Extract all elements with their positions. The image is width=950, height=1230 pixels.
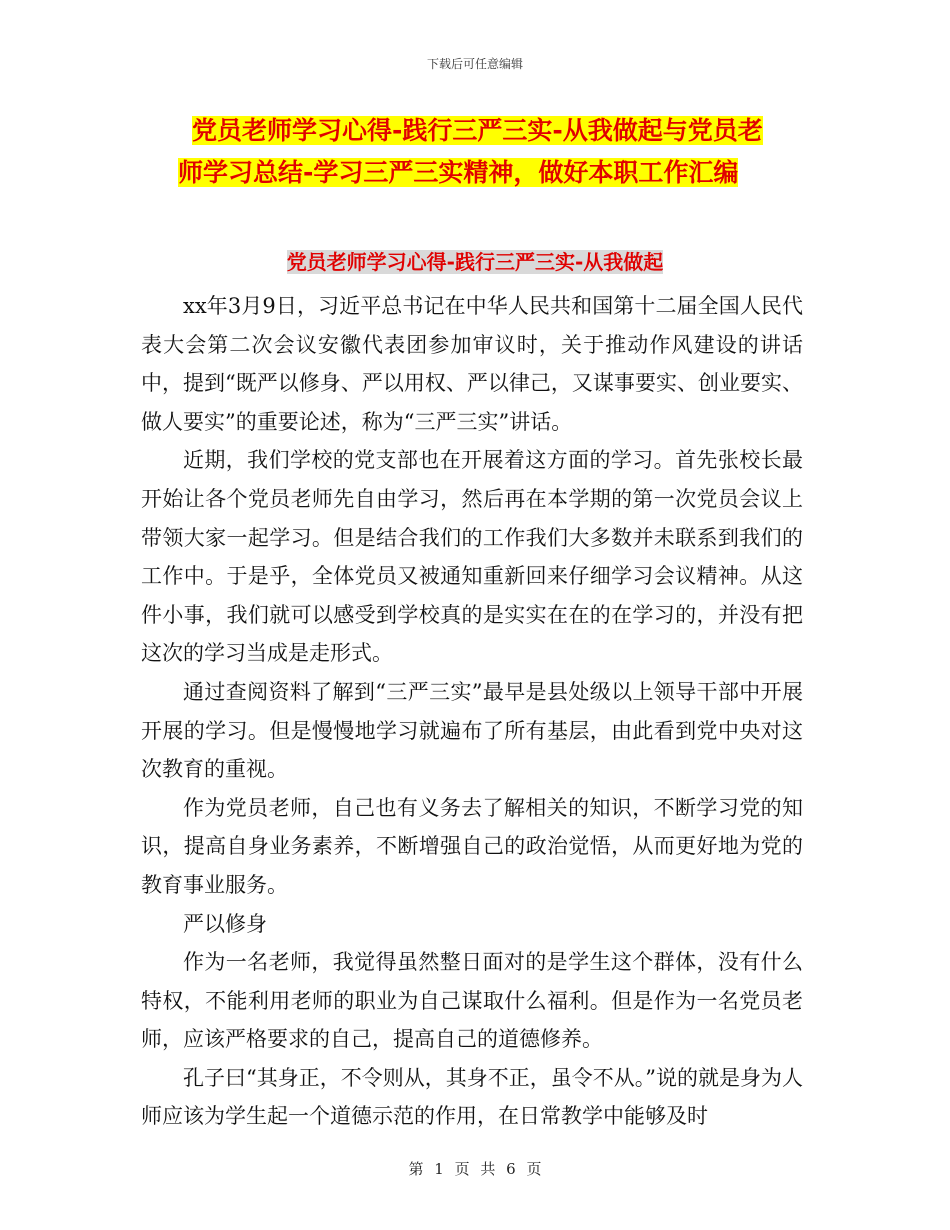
title-line-2: 师学习总结-学习三严三实精神，做好本职工作汇编	[178, 158, 739, 187]
body-content	[141, 287, 803, 1136]
paragraph: 通过查阅资料了解到“三严三实”最早是县处级以上领导干部中开展开展的学习。但是慢慢地学习就遍布了所有基层，由此看到党中央对这次教育的重视。	[141, 679, 803, 782]
subheading: 严以修身	[183, 911, 267, 936]
paragraph: 作为一名老师，我觉得虽然整日面对的是学生这个群体，没有什么特权，不能利用老师的职业为自己谋取什么福利。但是作为一名党员老师，应该严格要求的自己，提高自己的道德修养。	[141, 950, 803, 1052]
page-footer: 第 1 页 共 6 页	[408, 1160, 542, 1178]
paragraph: xx年3月9日，习近平总书记在中华人民共和国第十二届全国人民代表大会第二次会议安徽代表团参加审议时，关于推动作风建设的讲话中，提到“既严以修身、严以用权、严以律己，又谋事要实、创业要实、做人要实”的重要论述，称为“三严三实”讲话。	[141, 294, 803, 434]
paragraph: 作为党员老师，自己也有义务去了解相关的知识，不断学习党的知识，提高自身业务素养，不断增强自己的政治觉悟，从而更好地为党的教育事业服务。	[141, 795, 803, 897]
document-title	[140, 110, 820, 194]
section-heading-text: 党员老师学习心得-践行三严三实-从我做起	[286, 250, 664, 274]
paragraph: 近期，我们学校的党支部也在开展着这方面的学习。首先张校长最开始让各个党员老师先自由学习，然后再在本学期的第一次党员会议上带领大家一起学习。但是结合我们的工作我们大多数并未联系到我们的工作中。于是乎，全体党员又被通知重新回来仔细学习会议精神。从这件小事，我们就可以感受到学校真的是实实在在的在学习的，并没有把这次的学习当成是走形式。	[141, 448, 803, 666]
section-heading	[0, 247, 950, 277]
title-line-1: 党员老师学习心得-践行三严三实-从我做起与党员老	[192, 116, 763, 145]
page-header: 下载后可任意编辑	[426, 57, 523, 71]
paragraph: 孔子曰“其身正，不令则从，其身不正，虽令不从。”说的就是身为人师应该为学生起一个道德示范的作用，在日常教学中能够及时	[141, 1065, 803, 1129]
